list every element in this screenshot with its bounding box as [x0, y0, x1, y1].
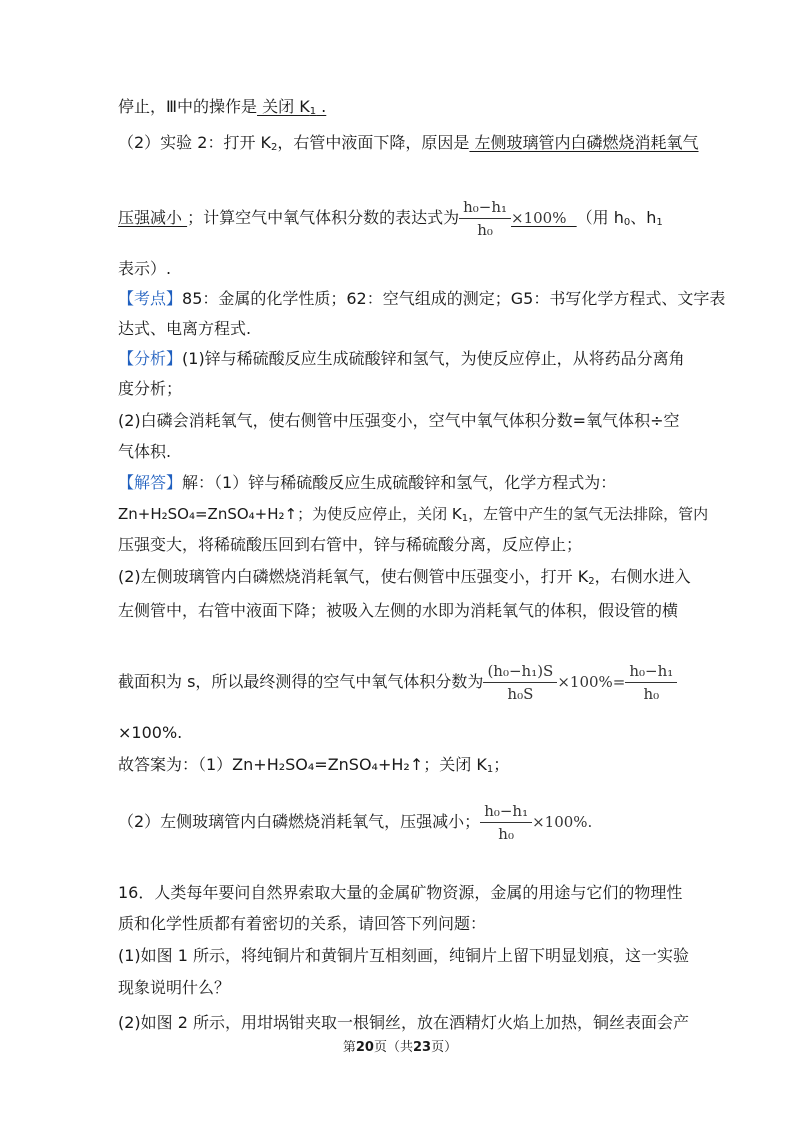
line-2: （2）实验 2：打开 $K_2$，右管中液面下降，原因是 左侧玻璃管内白磷燃烧消耗氧气 — [118, 133, 699, 153]
line-13: 压强变大，将稀硫酸压回到右管中，锌与稀硫酸分离，反应停止； — [118, 535, 583, 554]
fraction: $\frac{\text{h₀−h₁}}{\text{h₀}}$ — [480, 802, 532, 843]
line-10: 气体积. — [118, 442, 172, 461]
fraction: $\frac{\text{(h₀−h₁)S}}{\text{h₀S}}$ — [483, 662, 557, 703]
line-14: (2)左侧玻璃管内白磷燃烧消耗氧气，使右侧管中压强变小，打开 $K_2$，右侧水进入 — [118, 567, 691, 587]
fraction: $\frac{\text{h₀−h₁}}{\text{h₀}}$ — [625, 662, 677, 703]
line-11: 【解答】解：（1）锌与稀硫酸反应生成硫酸锌和氢气，化学方程式为： — [118, 473, 617, 492]
line-1: 停止，Ⅲ中的操作是 关闭 $K_1$ . — [118, 97, 327, 117]
line-17: ×100%. — [118, 723, 183, 742]
line-18: 故答案为：（1）Zn+H₂SO₄=ZnSO₄+H₂↑；关闭 $K_1$； — [118, 755, 510, 775]
line-8: 度分析； — [118, 379, 183, 398]
line-19: （2）左侧玻璃管内白磷燃烧消耗氧气，压强减小； $\frac{\text{h₀−h₁}}{\text{h₀}}$ ×100%. — [118, 802, 593, 843]
line-4: 表示）. — [118, 259, 172, 278]
line-3: 压强减小 ；计算空气中氧气体积分数的表达式为 $\frac{\text{h₀−h₁}}{\text{h₀}}$ ×100% （用 $h_0$、$h_1$ — [118, 198, 663, 239]
line-21: 质和化学性质都有着密切的关系，请回答下列问题： — [118, 914, 487, 933]
line-7: 【分析】(1)锌与稀硫酸反应生成硫酸锌和氢气，为使反应停止，从将药品分离角 — [118, 349, 685, 368]
line-24: (2)如图 2 所示，用坩埚钳夹取一根铜丝，放在酒精灯火焰上加热，铜丝表面会产 — [118, 1013, 690, 1032]
line-9: (2)白磷会消耗氧气，使右侧管中压强变小，空气中氧气体积分数=氧气体积÷空 — [118, 411, 680, 430]
page-number: 20 — [355, 1040, 374, 1055]
answer-blank: 左侧玻璃管内白磷燃烧消耗氧气 — [469, 133, 699, 152]
answer-blank: 压强减小 — [118, 208, 188, 227]
line-15: 左侧管中，右管中液面下降；被吸入左侧的水即为消耗氧气的体积，假设管的横 — [118, 601, 679, 620]
page-footer: 第20页（共23页） — [342, 1040, 458, 1055]
fraction: $\frac{\text{h₀−h₁}}{\text{h₀}}$ — [459, 198, 511, 239]
line-12: Zn+H₂SO₄=ZnSO₄+H₂↑；为使反应停止，关闭 $K_1$，左管中产生的氢气无法排除，管内 — [118, 505, 709, 524]
formula-blank: $\frac{\text{h₀−h₁}}{\text{h₀}}$ ×100% — [459, 208, 577, 227]
tag-jieda: 【解答】 — [118, 473, 183, 492]
line-22: (1)如图 1 所示，将纯铜片和黄铜片互相刻画，纯铜片上留下明显划痕，这一实验 — [118, 946, 690, 965]
answer-blank: 关闭 $K_1$ . — [257, 97, 327, 117]
tag-kaodian: 【考点】 — [118, 289, 183, 308]
line-23: 现象说明什么？ — [118, 978, 231, 997]
page-total: 23 — [413, 1040, 432, 1055]
tag-fenxi: 【分析】 — [118, 349, 183, 368]
line-16: 截面积为 s，所以最终测得的空气中氧气体积分数为 $\frac{\text{(h₀−h₁)S}}{\text{h₀S}}$ ×100%= $\frac{\text{h₀−h₁}}{\text{h₀}}$ — [118, 662, 677, 703]
line-6: 达式、电离方程式. — [118, 319, 252, 338]
line-5: 【考点】85：金属的化学性质；62：空气组成的测定；G5：书写化学方程式、文字表 — [118, 289, 726, 308]
line-20: 16．人类每年要问自然界索取大量的金属矿物资源，金属的用途与它们的物理性 — [118, 883, 683, 902]
